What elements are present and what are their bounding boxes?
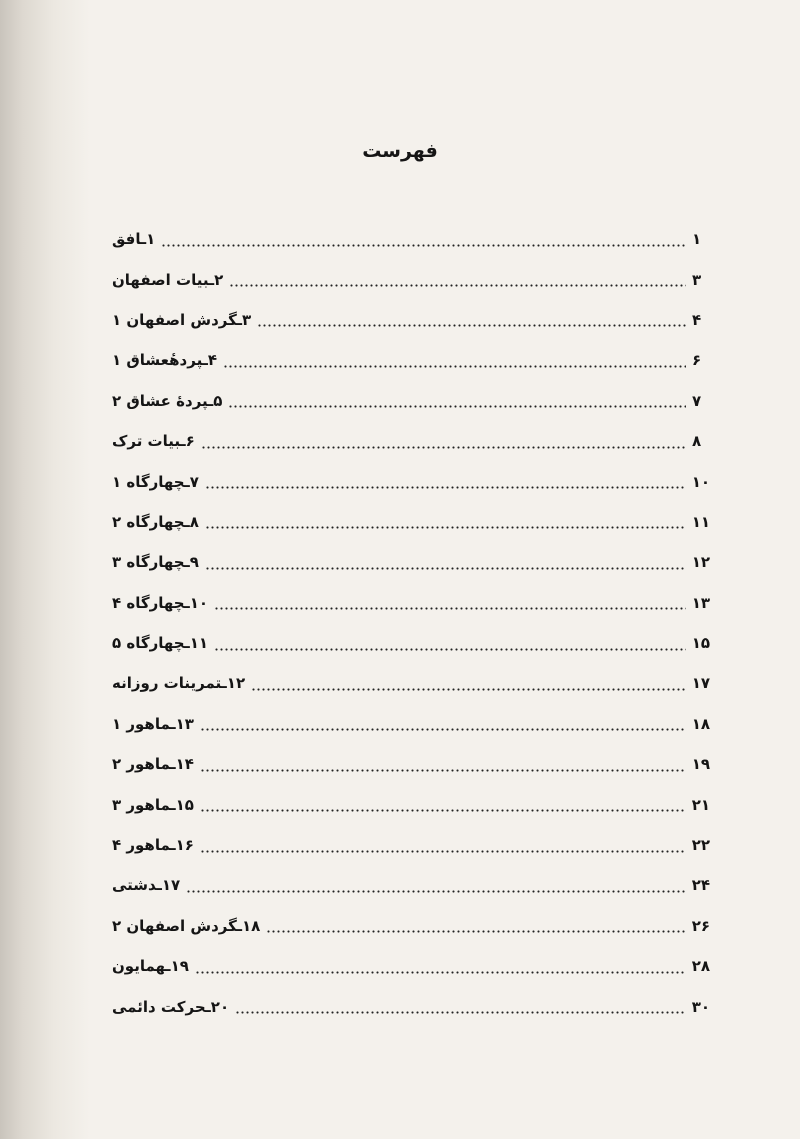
toc-entry[interactable] [112, 825, 710, 865]
toc-entry[interactable] [112, 865, 710, 905]
toc-entry-title: ۱۵ـماهور ۳ [112, 795, 194, 814]
toc-entry[interactable] [112, 219, 710, 259]
dot-leader [200, 716, 686, 731]
toc-entry-page-number: ۲۸ [691, 957, 710, 976]
toc-entry-title: ۶ـبیات ترک [112, 432, 195, 451]
toc-entry[interactable] [112, 300, 710, 340]
toc-entry-page-number: ۱ [692, 230, 702, 249]
page-spine-shadow [0, 0, 90, 1139]
toc-entry-title: ۱۴ـماهور ۲ [112, 755, 194, 774]
dot-leader [201, 434, 686, 449]
dot-leader [200, 797, 686, 812]
dot-leader [223, 353, 686, 368]
dot-leader [186, 878, 686, 893]
toc-entry[interactable] [112, 340, 710, 380]
toc-entry-title: ۱۷ـدشتی [112, 876, 181, 895]
dot-leader [205, 514, 686, 529]
toc-entry-title: ۲۰ـحرکت دائمی [112, 997, 230, 1016]
toc-entry-page-number: ۲۶ [691, 916, 710, 935]
toc-entry-title: ۸ـچهارگاه ۲ [112, 512, 199, 531]
dot-leader [235, 999, 686, 1014]
toc-entry-page-number: ۱۸ [691, 714, 710, 733]
toc-entry-title: ۲ـبیات اصفهان [112, 270, 224, 289]
toc-entry-title: ۷ـچهارگاه ۱ [112, 472, 199, 491]
toc-entry-page-number: ۱۱ [691, 512, 710, 531]
dot-leader [205, 474, 686, 489]
dot-leader [200, 757, 686, 772]
toc-entry[interactable] [112, 259, 710, 299]
toc-entry-title: ۱ـافق [112, 230, 156, 249]
toc-entry[interactable] [112, 906, 710, 946]
toc-entry-title: ۱۰ـچهارگاه ۴ [112, 593, 209, 612]
dot-leader [257, 312, 686, 327]
toc-entry-title: ۹ـچهارگاه ۳ [112, 553, 199, 572]
toc-entry-page-number: ۲۲ [691, 836, 710, 855]
toc-entry[interactable] [112, 381, 710, 421]
toc-entry-page-number: ۱۷ [691, 674, 710, 693]
toc-entry-title: ۵ـپردهٔ عشاق ۲ [112, 391, 223, 410]
toc-entry[interactable] [112, 542, 710, 582]
toc-entry[interactable] [112, 623, 710, 663]
toc-entry-page-number: ۲۱ [691, 795, 710, 814]
toc-entry[interactable] [112, 784, 710, 824]
toc-entry[interactable] [112, 421, 710, 461]
toc-entry-title: ۱۹ـهمایون [112, 957, 189, 976]
toc-entry-page-number: ۱۹ [691, 755, 710, 774]
dot-leader [205, 555, 686, 570]
toc-entry-title: ۱۱ـچهارگاه ۵ [112, 634, 209, 653]
dot-leader [214, 595, 686, 610]
dot-leader [266, 918, 685, 933]
toc-entry-title: ۳ـگردش اصفهان ۱ [112, 310, 252, 329]
toc-entry[interactable] [112, 704, 710, 744]
toc-entry-page-number: ۲۴ [691, 876, 710, 895]
toc-entry[interactable] [112, 502, 710, 542]
toc-entry[interactable] [112, 461, 710, 501]
toc-entry[interactable] [112, 744, 710, 784]
toc-entry-page-number: ۶ [692, 351, 702, 370]
toc-entry-title: ۱۸ـگردش اصفهان ۲ [112, 916, 261, 935]
toc-entry[interactable] [112, 663, 710, 703]
toc-entry-title: ۴ـپردهٔعشاق ۱ [112, 351, 217, 370]
toc-entry-page-number: ۱۲ [691, 553, 710, 572]
dot-leader [229, 272, 686, 287]
toc-entry-page-number: ۱۳ [691, 593, 710, 612]
toc-entry-page-number: ۱۰ [691, 472, 710, 491]
page-title: فهرست [362, 140, 438, 162]
toc-entry-page-number: ۳ [692, 270, 702, 289]
toc-entry-page-number: ۱۵ [691, 634, 710, 653]
dot-leader [214, 636, 686, 651]
toc-entry-title: ۱۲ـتمرینات روزانه [112, 674, 246, 693]
toc-entry-title: ۱۶ـماهور ۴ [112, 836, 194, 855]
dot-leader [228, 393, 686, 408]
table-of-contents [112, 219, 710, 1027]
dot-leader [200, 838, 686, 853]
toc-entry-page-number: ۸ [692, 432, 702, 451]
toc-entry[interactable] [112, 946, 710, 986]
dot-leader [161, 232, 686, 247]
toc-entry-page-number: ۷ [692, 391, 702, 410]
toc-entry-title: ۱۳ـماهور ۱ [112, 714, 194, 733]
dot-leader [251, 676, 686, 691]
toc-entry-page-number: ۴ [692, 310, 702, 329]
toc-entry[interactable] [112, 986, 710, 1026]
toc-entry-page-number: ۳۰ [691, 997, 710, 1016]
dot-leader [195, 959, 686, 974]
toc-entry[interactable] [112, 583, 710, 623]
